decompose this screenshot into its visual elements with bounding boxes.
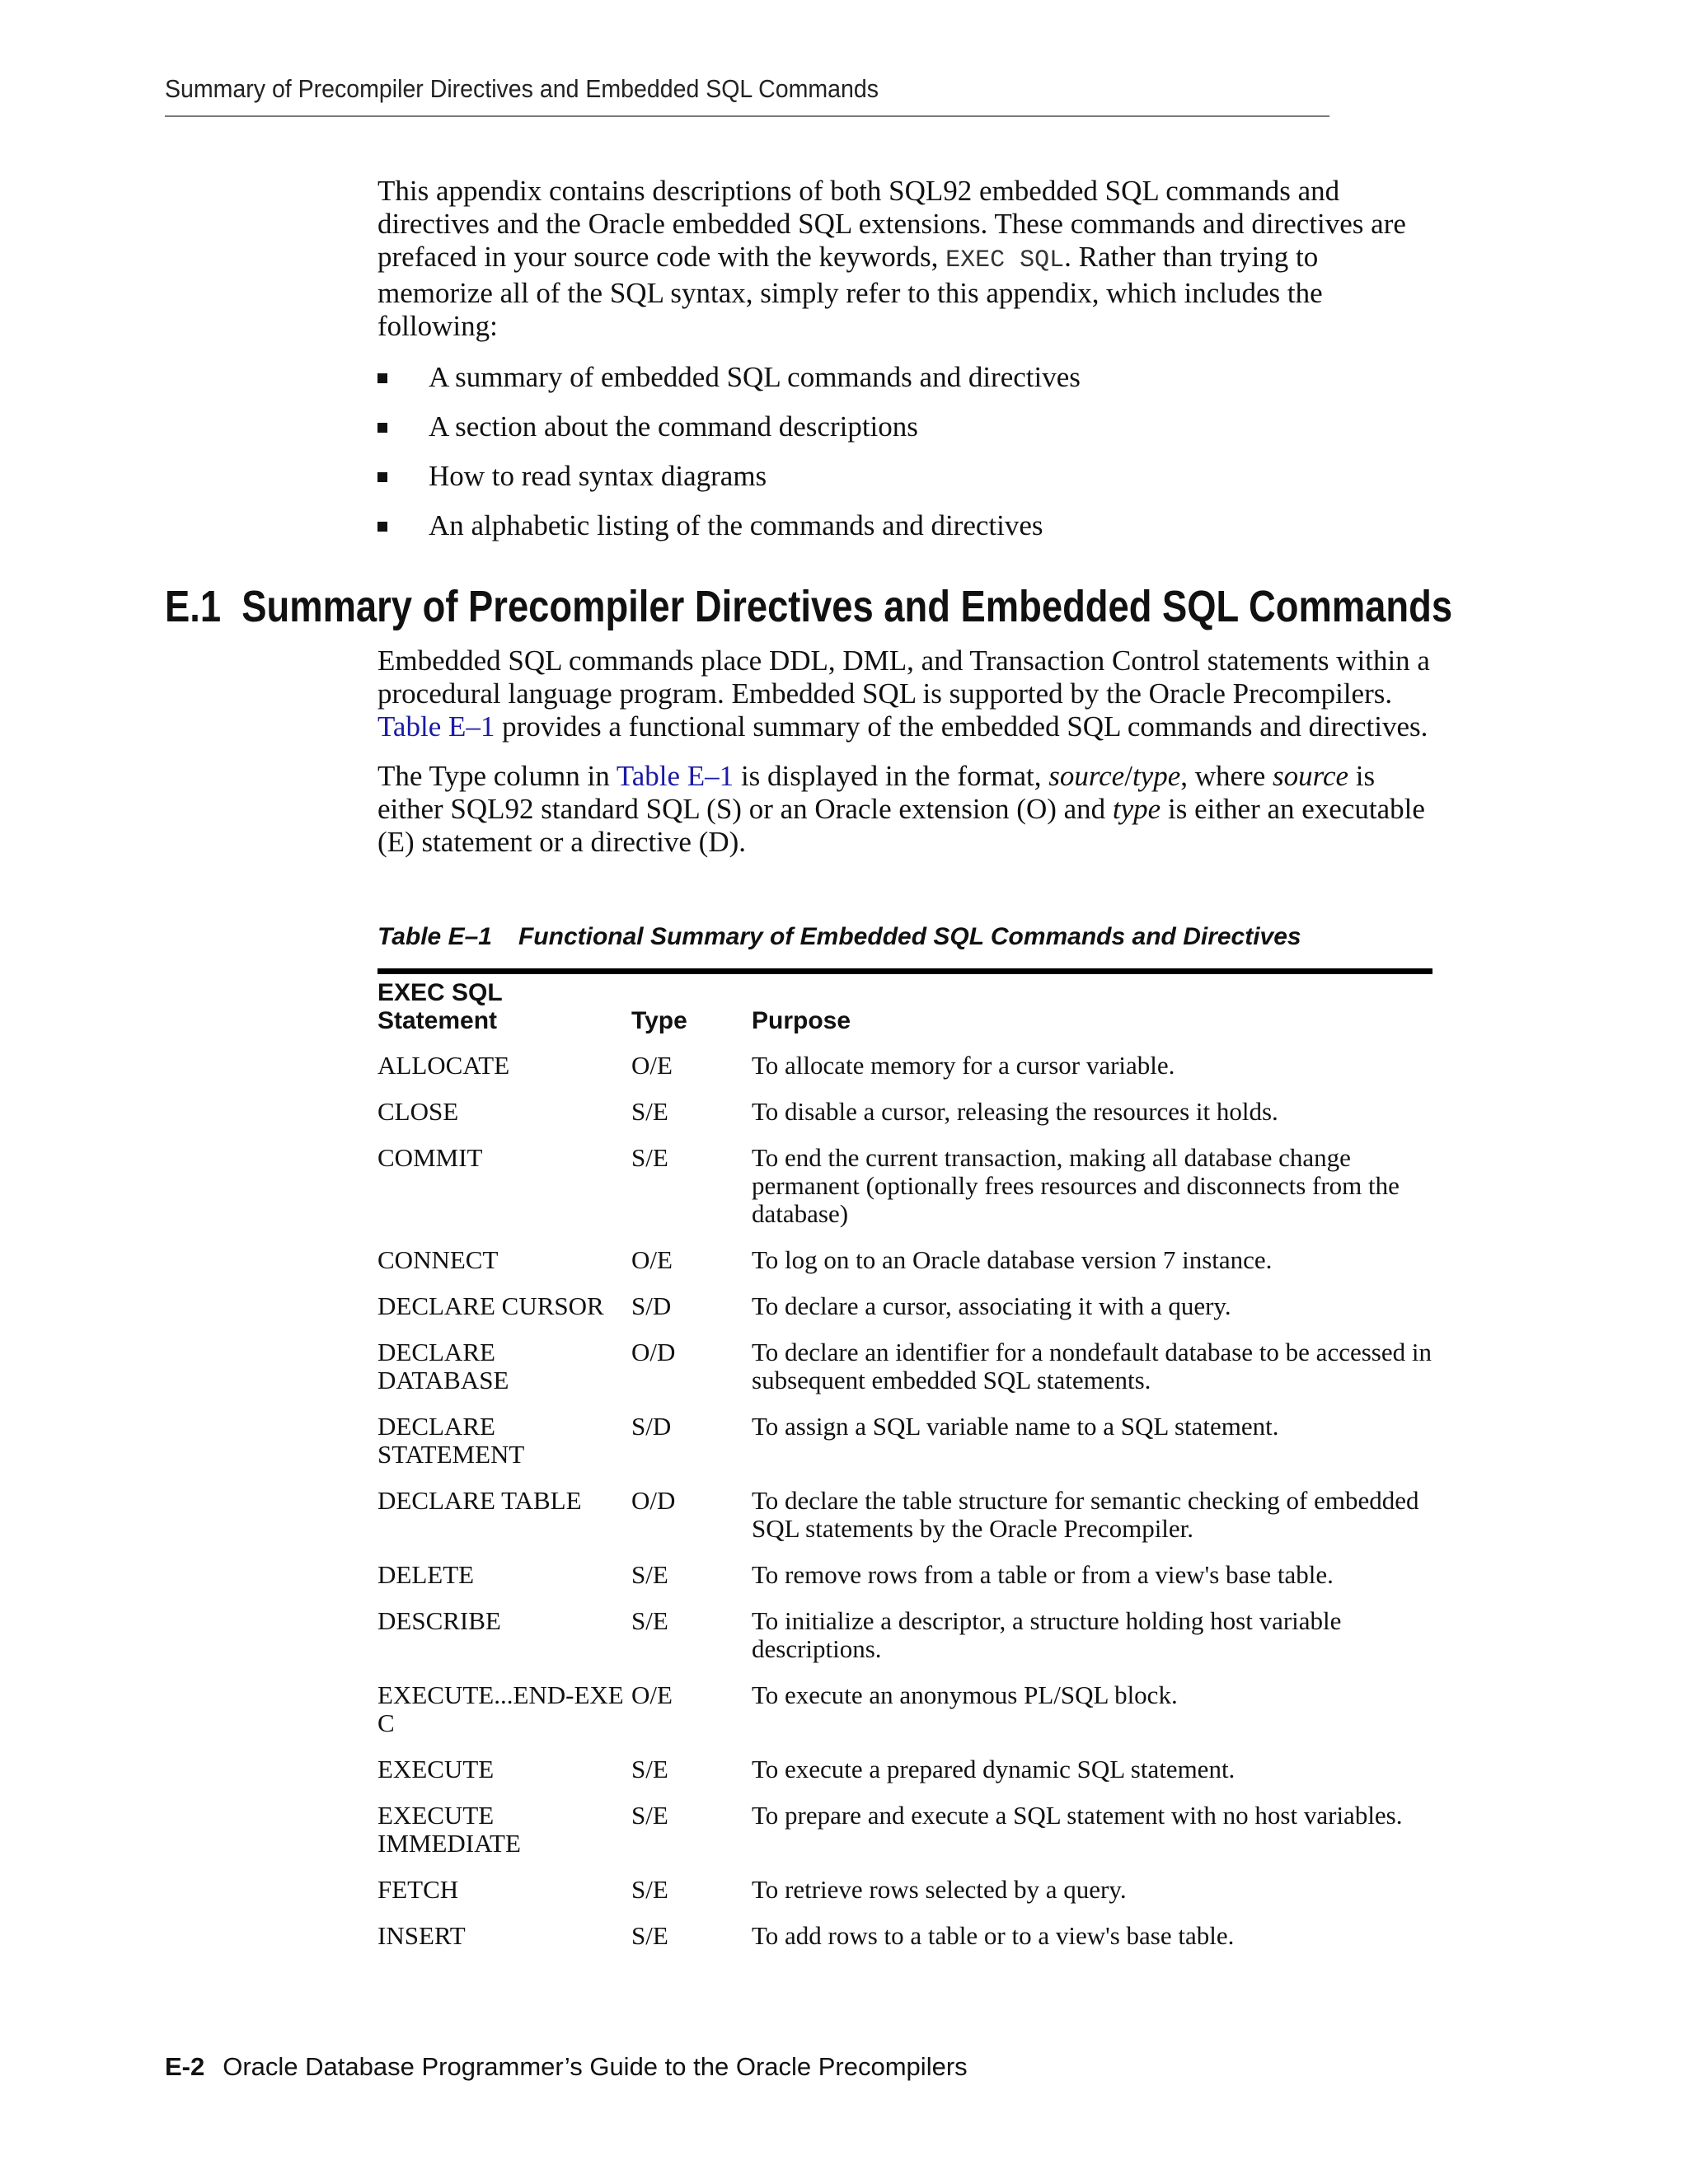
table-row (377, 1755, 1432, 1802)
table-caption (377, 923, 1301, 951)
table-row (377, 1098, 1432, 1144)
list-item (377, 410, 1432, 443)
statement-cell: INSERT (377, 1921, 466, 1950)
purpose-cell: To disable a cursor, releasing the resources it holds. (752, 1097, 1278, 1126)
type-cell: O/E (631, 1245, 673, 1274)
purpose-cell: To end the current transaction, making all database change permanent (optionally frees resources and disconnects from the database) (752, 1143, 1400, 1228)
statement-cell: DECLARE TABLE (377, 1486, 582, 1515)
table-row (377, 1681, 1432, 1755)
running-footer (165, 2052, 968, 2082)
purpose-cell: To assign a SQL variable name to a SQL statement. (752, 1412, 1279, 1441)
commands-summary-table (377, 979, 1432, 1968)
paragraph-text: The Type column in (377, 760, 617, 792)
list-item-text: An alphabetic listing of the commands and directives (429, 509, 1043, 541)
header-statement-line2: Statement (377, 1007, 498, 1034)
paragraph-text: provides a functional summary of the embedded SQL commands and directives. (495, 710, 1428, 743)
square-bullet-icon (377, 373, 387, 383)
purpose-cell: To allocate memory for a cursor variable. (752, 1051, 1175, 1080)
statement-cell: CLOSE (377, 1097, 459, 1126)
emphasis-source: source (1273, 760, 1349, 792)
paragraph-text: , where (1180, 760, 1273, 792)
square-bullet-icon (377, 522, 387, 532)
type-cell: O/E (631, 1051, 673, 1080)
type-cell: S/D (631, 1412, 672, 1441)
statement-cell: EXECUTE...END-EXEC (377, 1680, 624, 1737)
table-row (377, 1561, 1432, 1607)
list-item-text: A summary of embedded SQL commands and directives (429, 361, 1081, 393)
statement-cell: EXECUTE IMMEDIATE (377, 1801, 521, 1858)
exec-sql-keyword: EXEC SQL (945, 246, 1065, 274)
intro-text-start: This appendix contains descriptions of both SQL92 embedded SQL commands and directives and the Oracle embedded SQL extensions. These commands and directives are prefaced in your source code with the keywords, (377, 175, 1406, 273)
table-row (377, 1487, 1432, 1561)
square-bullet-icon (377, 423, 387, 433)
paragraph-text: is displayed in the format, (734, 760, 1049, 792)
table-row (377, 1246, 1432, 1292)
type-cell: S/D (631, 1291, 672, 1320)
purpose-cell: To execute an anonymous PL/SQL block. (752, 1680, 1178, 1709)
running-header-title: Summary of Precompiler Directives and Embedded SQL Commands (165, 74, 879, 103)
emphasis-type: type (1132, 760, 1181, 792)
section-paragraph-1 (377, 644, 1432, 743)
statement-cell: DESCRIBE (377, 1606, 501, 1635)
purpose-cell: To initialize a descriptor, a structure holding host variable descriptions. (752, 1606, 1342, 1663)
table-row (377, 1802, 1432, 1876)
slash: / (1124, 760, 1132, 792)
statement-cell: FETCH (377, 1875, 459, 1904)
statement-cell: ALLOCATE (377, 1051, 510, 1080)
intro-text-end: . Rather than trying to memorize all of the SQL syntax, simply refer to this appendix, which includes the following: (377, 241, 1323, 342)
purpose-cell: To retrieve rows selected by a query. (752, 1875, 1127, 1904)
list-item-text: A section about the command descriptions (429, 410, 918, 443)
intro-section (377, 175, 1432, 559)
type-cell: S/E (631, 1801, 668, 1830)
type-cell: S/E (631, 1143, 668, 1172)
table-e1-link[interactable]: Table E–1 (377, 710, 495, 743)
table-row (377, 1607, 1432, 1681)
table-e1-link[interactable]: Table E–1 (616, 760, 734, 792)
book-title: Oracle Database Programmer’s Guide to the Oracle Precompilers (223, 2052, 968, 2081)
table-row (377, 1292, 1432, 1338)
list-item (377, 460, 1432, 493)
header-statement-line1: EXEC SQL (377, 979, 503, 1006)
table-header-row (377, 979, 1432, 1052)
header-statement (377, 979, 631, 1052)
statement-cell: DECLARE STATEMENT (377, 1412, 525, 1469)
square-bullet-icon (377, 472, 387, 482)
table-row (377, 1144, 1432, 1246)
statement-cell: DECLARE DATABASE (377, 1338, 509, 1394)
purpose-cell: To execute a prepared dynamic SQL statement. (752, 1755, 1236, 1783)
contents-list (377, 361, 1432, 542)
type-cell: S/E (631, 1921, 668, 1950)
table-row (377, 1338, 1432, 1413)
purpose-cell: To declare a cursor, associating it with a query. (752, 1291, 1231, 1320)
emphasis-source: source (1048, 760, 1125, 792)
paragraph-text: is either an executable (E) statement or a directive (D). (377, 793, 1425, 858)
type-cell: O/D (631, 1486, 676, 1515)
emphasis-type: type (1112, 793, 1161, 825)
statement-cell: EXECUTE (377, 1755, 495, 1783)
running-header (165, 74, 1329, 117)
intro-paragraph (377, 175, 1432, 343)
purpose-cell: To add rows to a table or to a view's base table. (752, 1921, 1235, 1950)
table-top-rule (377, 968, 1432, 974)
statement-cell: COMMIT (377, 1143, 483, 1172)
header-type: Type (631, 1007, 687, 1034)
type-cell: S/E (631, 1097, 668, 1126)
table-row (377, 1052, 1432, 1098)
table-row (377, 1876, 1432, 1922)
section-title: Summary of Precompiler Directives and Embedded SQL Commands (241, 582, 1453, 631)
page-number: E-2 (165, 2052, 205, 2081)
type-cell: O/D (631, 1338, 676, 1366)
type-cell: O/E (631, 1680, 673, 1709)
purpose-cell: To declare an identifier for a nondefault database to be accessed in subsequent embedded SQL statements. (752, 1338, 1432, 1394)
section-heading (165, 581, 1452, 632)
header-purpose: Purpose (752, 1007, 851, 1034)
purpose-cell: To declare the table structure for semantic checking of embedded SQL statements by the Oracle Precompiler. (752, 1486, 1419, 1543)
statement-cell: DECLARE CURSOR (377, 1291, 604, 1320)
type-cell: S/E (631, 1560, 668, 1589)
table-caption-title: Functional Summary of Embedded SQL Commands and Directives (518, 923, 1301, 950)
table-caption-label: Table E–1 (377, 923, 492, 950)
list-item (377, 509, 1432, 542)
section-body (377, 644, 1432, 875)
section-paragraph-2 (377, 760, 1432, 859)
table-row (377, 1413, 1432, 1487)
list-item (377, 361, 1432, 394)
paragraph-text: is either SQL92 standard SQL (S) or an Oracle extension (O) and (377, 760, 1376, 825)
type-cell: S/E (631, 1755, 668, 1783)
type-cell: S/E (631, 1875, 668, 1904)
table-row (377, 1922, 1432, 1968)
purpose-cell: To log on to an Oracle database version 7 instance. (752, 1245, 1273, 1274)
list-item-text: How to read syntax diagrams (429, 460, 767, 492)
statement-cell: CONNECT (377, 1245, 499, 1274)
purpose-cell: To prepare and execute a SQL statement with no host variables. (752, 1801, 1403, 1830)
paragraph-text: Embedded SQL commands place DDL, DML, and Transaction Control statements within a procedural language program. Embedded SQL is supported by the Oracle Precompilers. (377, 644, 1430, 710)
section-number: E.1 (165, 582, 222, 631)
type-cell: S/E (631, 1606, 668, 1635)
statement-cell: DELETE (377, 1560, 475, 1589)
purpose-cell: To remove rows from a table or from a view's base table. (752, 1560, 1334, 1589)
